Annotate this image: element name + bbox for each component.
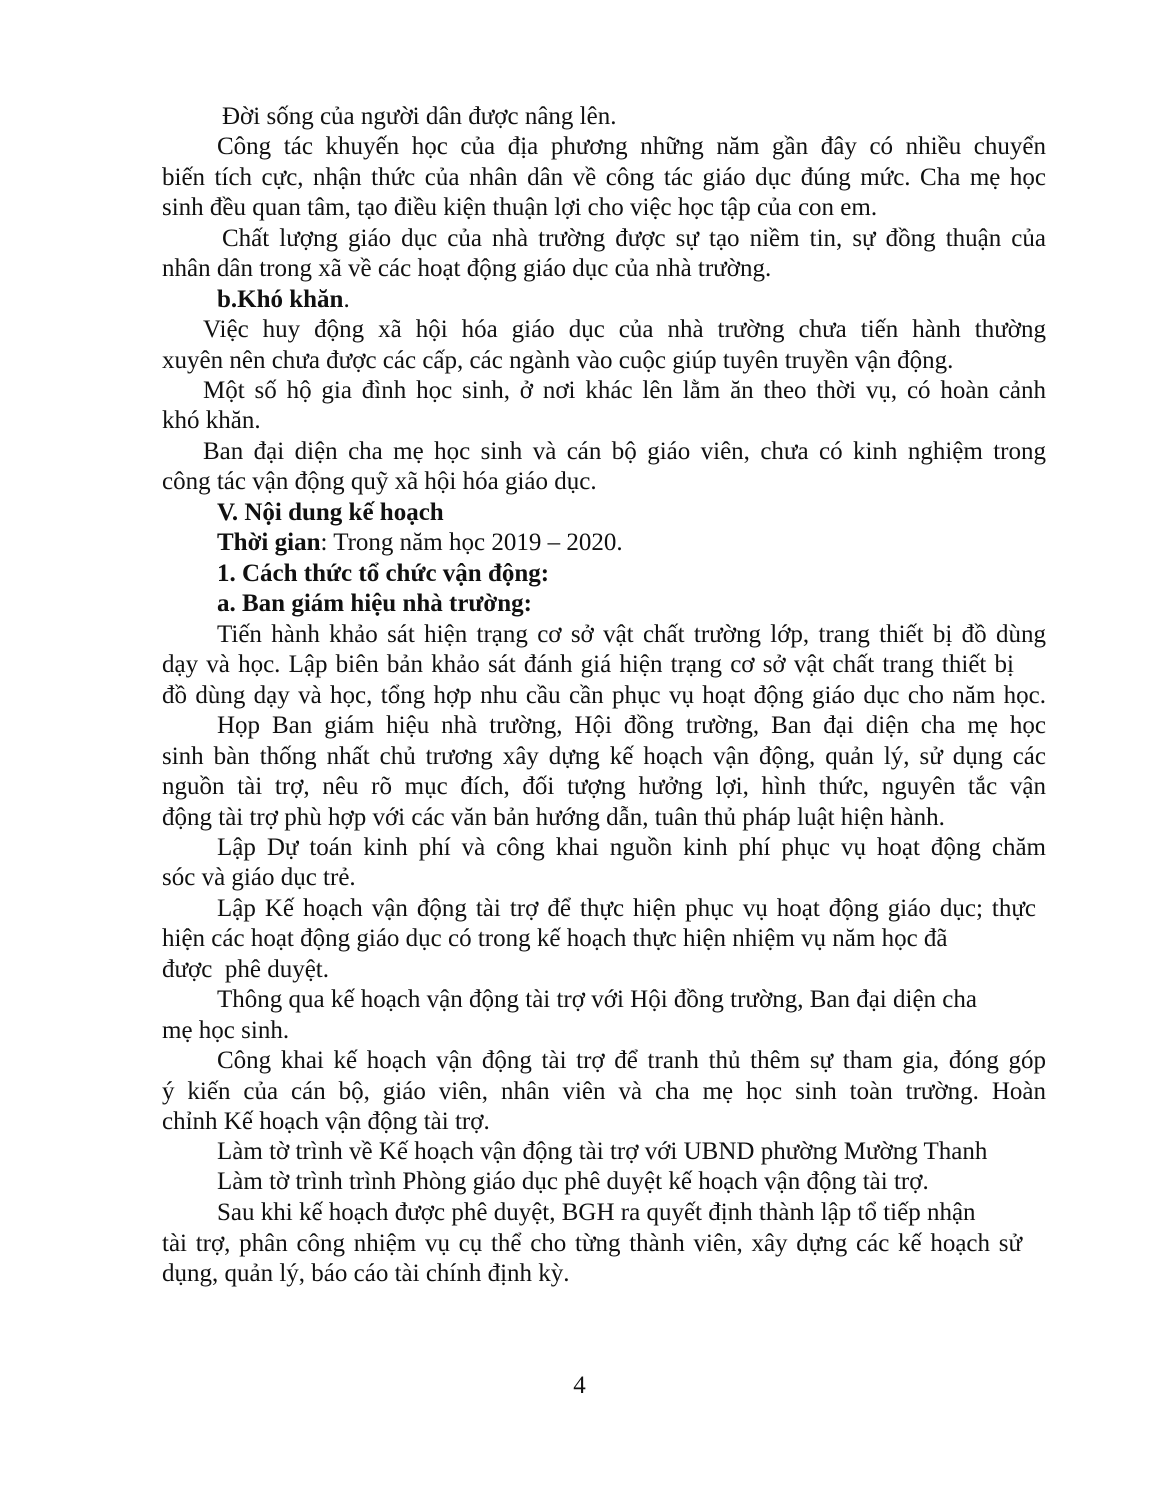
paragraph-line: ý kiến của cán bộ, giáo viên, nhân viên và cha mẹ học sinh toàn trường. Hoàn [162, 1078, 1046, 1105]
paragraph-line: mẹ học sinh. [162, 1017, 290, 1044]
paragraph-line: biến tích cực, nhận thức của nhân dân về công tác giáo dục đúng mức. Cha mẹ học [162, 164, 1046, 191]
paragraph-line: tài trợ, phân công nhiệm vụ cụ thể cho từng thành viên, xây dựng các kế hoạch sử [162, 1230, 1022, 1257]
paragraph-line: Thông qua kế hoạch vận động tài trợ với Hội đồng trường, Ban đại diện cha [217, 986, 977, 1013]
paragraph-line: Làm tờ trình trình Phòng giáo dục phê duyệt kế hoạch vận động tài trợ. [217, 1168, 929, 1195]
heading-suffix: . [343, 286, 350, 313]
paragraph-line: Công khai kế hoạch vận động tài trợ để tranh thủ thêm sự tham gia, đóng góp [217, 1047, 1046, 1074]
section-heading-v: V. Nội dung kế hoạch [217, 499, 444, 526]
heading-text: b.Khó khăn [217, 286, 344, 313]
paragraph-line: nguồn tài trợ, nêu rõ mục đích, đối tượng hưởng lợi, hình thức, nguyên tắc vận [162, 773, 1046, 800]
paragraph-line: xuyên nên chưa được các cấp, các ngành vào cuộc giúp tuyên truyền vận động. [162, 347, 954, 374]
paragraph-line: công tác vận động quỹ xã hội hóa giáo dục. [162, 468, 597, 495]
paragraph-line: nhân dân trong xã về các hoạt động giáo dục của nhà trường. [162, 255, 772, 282]
paragraph-line: chỉnh Kế hoạch vận động tài trợ. [162, 1108, 490, 1135]
page-number: 4 [573, 1372, 586, 1399]
subheading-organization: 1. Cách thức tổ chức vận động: [217, 560, 550, 587]
paragraph-line: sinh bàn thống nhất chủ trương xây dựng kế hoạch vận động, quản lý, sử dụng các [162, 743, 1046, 770]
paragraph-line: dạy và học. Lập biên bản khảo sát đánh giá hiện trạng cơ sở vật chất trang thiết bị [162, 651, 1014, 678]
paragraph-line: Làm tờ trình về Kế hoạch vận động tài trợ với UBND phường Mường Thanh [217, 1138, 988, 1165]
paragraph-line: Tiến hành khảo sát hiện trạng cơ sở vật chất trường lớp, trang thiết bị đồ dùng [217, 621, 1046, 648]
paragraph-line: Việc huy động xã hội hóa giáo dục của nhà trường chưa tiến hành thường [203, 316, 1046, 343]
time-line [217, 528, 1046, 558]
paragraph-line: dụng, quản lý, báo cáo tài chính định kỳ. [162, 1260, 570, 1287]
paragraph-line: Lập Dự toán kinh phí và công khai nguồn kinh phí phục vụ hoạt động chăm [217, 834, 1046, 861]
subheading-school-board: a. Ban giám hiệu nhà trường: [217, 590, 533, 617]
paragraph-line: sinh đều quan tâm, tạo điều kiện thuận lợi cho việc học tập của con em. [162, 194, 878, 221]
paragraph-line: Ban đại diện cha mẹ học sinh và cán bộ giáo viên, chưa có kinh nghiệm trong [203, 438, 1046, 465]
paragraph-line: Lập Kế hoạch vận động tài trợ để thực hiện phục vụ hoạt động giáo dục; thực [217, 895, 1036, 922]
paragraph-line: Một số hộ gia đình học sinh, ở nơi khác lên lằm ăn theo thời vụ, có hoàn cảnh [203, 377, 1046, 404]
paragraph-line: động tài trợ phù hợp với các văn bản hướng dẫn, tuân thủ pháp luật hiện hành. [162, 804, 945, 831]
section-heading-difficulties [217, 285, 1046, 315]
paragraph-line: hiện các hoạt động giáo dục có trong kế hoạch thực hiện nhiệm vụ năm học đã [162, 925, 948, 952]
paragraph-line: Đời sống của người dân được nâng lên. [222, 103, 617, 130]
paragraph-line: khó khăn. [162, 407, 261, 434]
paragraph-line: được phê duyệt. [162, 956, 330, 983]
paragraph-line: Công tác khuyến học của địa phương những năm gần đây có nhiều chuyển [217, 133, 1046, 160]
time-value: : Trong năm học 2019 – 2020. [320, 529, 623, 556]
paragraph-line: đồ dùng dạy và học, tổng hợp nhu cầu cần phục vụ hoạt động giáo dục cho năm học. [162, 682, 1046, 709]
paragraph-line: sóc và giáo dục trẻ. [162, 864, 356, 891]
time-label: Thời gian [217, 529, 321, 556]
paragraph-line: Chất lượng giáo dục của nhà trường được sự tạo niềm tin, sự đồng thuận của [222, 225, 1046, 252]
paragraph-line: Họp Ban giám hiệu nhà trường, Hội đồng trường, Ban đại diện cha mẹ học [217, 712, 1046, 739]
paragraph-line: Sau khi kế hoạch được phê duyệt, BGH ra quyết định thành lập tổ tiếp nhận [217, 1199, 976, 1226]
